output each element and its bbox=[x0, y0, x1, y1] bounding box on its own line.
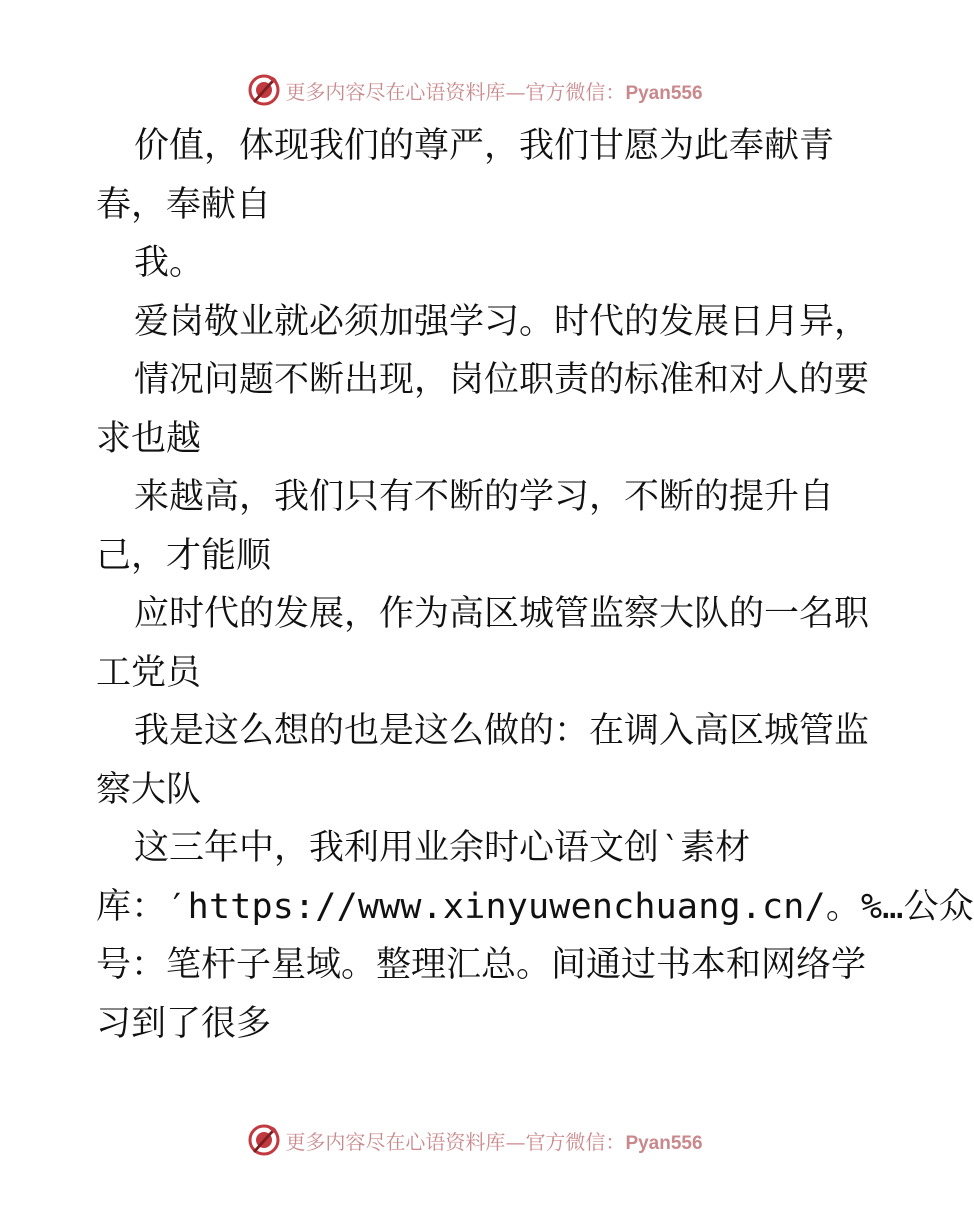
body-line: 习到了很多 bbox=[96, 1003, 272, 1044]
body-line: 价值，体现我们的尊严，我们甘愿为此奉献青 bbox=[134, 126, 835, 166]
body-line: 工党员 bbox=[96, 652, 202, 693]
footer-banner bbox=[0, 1120, 950, 1160]
body-line: 应时代的发展，作为高区城管监察大队的一名职 bbox=[134, 594, 870, 634]
body-line: 来越高，我们只有不断的学习，不断的提升自 bbox=[134, 477, 835, 517]
header-banner bbox=[0, 70, 950, 110]
body-line: 己，才能顺 bbox=[96, 535, 272, 576]
footer-dash: — bbox=[505, 1129, 526, 1154]
body-line: 春，奉献自 bbox=[96, 184, 272, 225]
header-wechat-label: 官方微信： bbox=[525, 79, 626, 104]
quill-pen-seal-icon bbox=[247, 73, 281, 107]
body-line: 爱岗敬业就必须加强学习。时代的发展日月异， bbox=[134, 301, 870, 342]
body-line: 求也越 bbox=[96, 418, 202, 459]
header-text bbox=[285, 76, 702, 105]
quill-pen-seal-icon bbox=[247, 1123, 281, 1157]
body-text bbox=[96, 117, 974, 1053]
body-line: 号：笔杆子星域。整理汇总。间通过书本和网络学 bbox=[96, 945, 867, 985]
footer-site-text: 更多内容尽在心语资料库 bbox=[285, 1129, 506, 1154]
footer-wechat-label: 官方微信： bbox=[525, 1129, 626, 1154]
footer-text bbox=[285, 1126, 702, 1155]
body-line: 这三年中，我利用业余时心语文创‵素材 bbox=[134, 828, 751, 868]
header-site-text: 更多内容尽在心语资料库 bbox=[285, 79, 506, 104]
header-dash: — bbox=[505, 79, 526, 104]
header-wechat-id: Pyan556 bbox=[625, 82, 703, 104]
body-line: 库：′https://www.xinyuwenchuang.cn/。%…公众 bbox=[96, 886, 974, 927]
body-line: 情况问题不断出现，岗位职责的标准和对人的要 bbox=[134, 360, 870, 400]
body-line: 察大队 bbox=[96, 769, 202, 810]
body-line: 我。 bbox=[134, 243, 205, 283]
body-line: 我是这么想的也是这么做的：在调入高区城管监 bbox=[134, 711, 870, 751]
footer-wechat-id: Pyan556 bbox=[625, 1132, 703, 1154]
